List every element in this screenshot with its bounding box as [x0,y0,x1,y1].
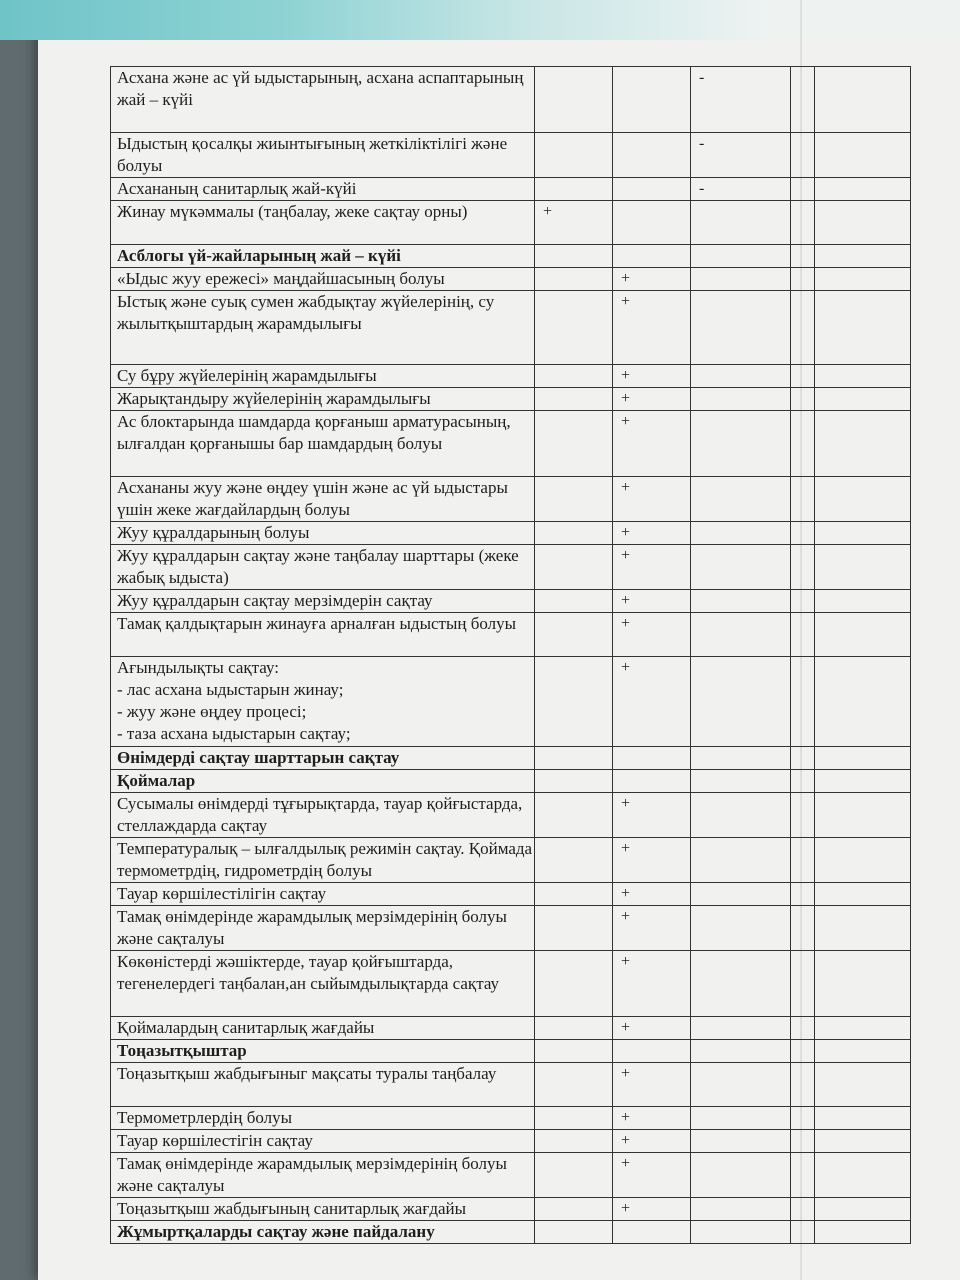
criterion-text: Ағындылықты сақтау: - лас асхана ыдыстарын жинау; - жуу және өңдеу процесі; - таза асхана ыдыстарын сақтау; [111,657,535,747]
table-row [111,522,911,545]
mark-cell [535,1198,613,1221]
mark-cell [815,365,911,388]
criterion-text: «Ыдыс жуу ережесі» маңдайшасының болуы [111,268,535,291]
table-row [111,388,911,411]
mark-cell [791,793,815,838]
mark-cell [691,590,791,613]
mark-cell [791,1221,815,1244]
criterion-text: Сусымалы өнімдерді тұғырықтарда, тауар қойғыстарда, стеллаждарда сақтау [111,793,535,838]
mark-cell [791,133,815,178]
mark-cell [791,245,815,268]
table-row [111,906,911,951]
mark-cell [613,201,691,245]
mark-cell [535,388,613,411]
criterion-text: Тоңазытқыш жабдығыныг мақсаты туралы таңбалау [111,1063,535,1107]
table-row [111,178,911,201]
criterion-text: Ыстық және суық сумен жабдықтау жүйелерінің, су жылытқыштардың жарамдылығы [111,291,535,365]
section-header-row [111,1040,911,1063]
mark-cell [791,388,815,411]
mark-cell: + [613,1063,691,1107]
mark-cell: + [613,657,691,747]
mark-cell: + [613,268,691,291]
mark-cell: + [613,951,691,1017]
mark-cell: + [613,1153,691,1198]
mark-cell [815,545,911,590]
mark-cell [815,291,911,365]
mark-cell [791,67,815,133]
section-title: Қоймалар [111,770,535,793]
mark-cell [791,1198,815,1221]
mark-cell [691,388,791,411]
criterion-text: Қоймалардың санитарлық жағдайы [111,1017,535,1040]
mark-cell [791,951,815,1017]
mark-cell [815,522,911,545]
mark-cell [815,1153,911,1198]
mark-cell [815,1221,911,1244]
mark-cell [691,1221,791,1244]
mark-cell [691,793,791,838]
mark-cell [791,522,815,545]
mark-cell [815,1017,911,1040]
mark-cell [535,1107,613,1130]
mark-cell: + [613,291,691,365]
criterion-text: Жинау мүкәммалы (таңбалау, жеке сақтау орны) [111,201,535,245]
section-title: Асблогы үй-жайларының жай – күйі [111,245,535,268]
mark-cell [815,388,911,411]
mark-cell [691,657,791,747]
mark-cell [613,747,691,770]
mark-cell [691,1040,791,1063]
criterion-text: Тоңазытқыш жабдығының санитарлық жағдайы [111,1198,535,1221]
mark-cell [791,178,815,201]
mark-cell [815,1130,911,1153]
mark-cell [613,770,691,793]
criterion-text: Тауар көршілестігін сақтау [111,1130,535,1153]
mark-cell [535,1063,613,1107]
mark-cell: + [613,883,691,906]
mark-cell [791,770,815,793]
criterion-text: Асхана және ас үй ыдыстарының, асхана аспаптарының жай – күйі [111,67,535,133]
mark-cell [691,747,791,770]
mark-cell [691,201,791,245]
mark-cell [815,590,911,613]
mark-cell: + [613,477,691,522]
mark-cell [815,906,911,951]
mark-cell [535,268,613,291]
mark-cell [691,1107,791,1130]
table-row [111,951,911,1017]
mark-cell [815,1107,911,1130]
mark-cell [791,291,815,365]
mark-cell [791,1153,815,1198]
mark-cell [691,477,791,522]
mark-cell [691,522,791,545]
mark-cell [613,1221,691,1244]
mark-cell [791,883,815,906]
mark-cell: + [613,522,691,545]
mark-cell: + [613,1198,691,1221]
mark-cell [613,1040,691,1063]
criterion-text: Тамақ қалдықтарын жинауға арналған ыдыстың болуы [111,613,535,657]
mark-cell: + [613,365,691,388]
mark-cell: + [613,906,691,951]
table-row [111,883,911,906]
mark-cell [535,613,613,657]
mark-cell [815,133,911,178]
mark-cell [791,657,815,747]
mark-cell [791,365,815,388]
section-title: Тоңазытқыштар [111,1040,535,1063]
table-row [111,365,911,388]
mark-cell: + [613,411,691,477]
mark-cell [691,245,791,268]
mark-cell [691,1198,791,1221]
mark-cell: + [613,613,691,657]
mark-cell [613,178,691,201]
mark-cell [691,906,791,951]
section-header-row [111,770,911,793]
mark-cell: + [535,201,613,245]
mark-cell [535,133,613,178]
section-header-row [111,1221,911,1244]
mark-cell [691,1130,791,1153]
mark-cell [815,747,911,770]
table-row [111,477,911,522]
mark-cell [691,1063,791,1107]
mark-cell [535,411,613,477]
mark-cell [535,590,613,613]
mark-cell [535,770,613,793]
table-row [111,1198,911,1221]
table-row [111,1130,911,1153]
mark-cell: + [613,1017,691,1040]
mark-cell [815,770,911,793]
mark-cell [691,1017,791,1040]
mark-cell [815,178,911,201]
mark-cell [535,522,613,545]
mark-cell: - [691,178,791,201]
criterion-text: Жуу құралдарын сақтау мерзімдерін сақтау [111,590,535,613]
table-row [111,291,911,365]
mark-cell [535,1130,613,1153]
criterion-text: Тауар көршілестілігін сақтау [111,883,535,906]
criterion-text: Асхананың санитарлық жай-күйі [111,178,535,201]
mark-cell [791,613,815,657]
mark-cell [791,747,815,770]
table-row [111,67,911,133]
table-row [111,1107,911,1130]
background-folder-strip [0,0,960,40]
mark-cell [535,1040,613,1063]
mark-cell [535,1221,613,1244]
section-header-row [111,747,911,770]
mark-cell [691,951,791,1017]
table-row [111,1063,911,1107]
mark-cell [815,657,911,747]
mark-cell: + [613,838,691,883]
mark-cell [815,838,911,883]
table-row [111,411,911,477]
mark-cell [791,906,815,951]
mark-cell: + [613,388,691,411]
mark-cell [791,477,815,522]
mark-cell [791,201,815,245]
section-title: Жұмыртқаларды сақтау және пайдалану [111,1221,535,1244]
mark-cell [815,793,911,838]
table-row [111,1153,911,1198]
mark-cell: + [613,1107,691,1130]
mark-cell [815,883,911,906]
mark-cell [815,477,911,522]
section-title: Өнімдерді сақтау шарттарын сақтау [111,747,535,770]
mark-cell [535,365,613,388]
mark-cell [815,411,911,477]
table-row [111,1017,911,1040]
mark-cell [815,1063,911,1107]
table-row [111,613,911,657]
criterion-text: Тамақ өнімдерінде жарамдылық мерзімдерінің болуы және сақталуы [111,906,535,951]
table-row [111,838,911,883]
mark-cell [535,883,613,906]
mark-cell [815,1040,911,1063]
mark-cell [613,67,691,133]
table-row [111,793,911,838]
mark-cell [535,657,613,747]
inspection-checklist-table [110,66,911,1244]
mark-cell [791,268,815,291]
mark-cell [791,838,815,883]
mark-cell [535,1017,613,1040]
table-row [111,268,911,291]
mark-cell [535,1153,613,1198]
mark-cell [535,793,613,838]
mark-cell [535,291,613,365]
mark-cell [535,838,613,883]
mark-cell [613,133,691,178]
mark-cell [791,1107,815,1130]
mark-cell [691,770,791,793]
table-row [111,657,911,747]
mark-cell: + [613,1130,691,1153]
mark-cell [535,747,613,770]
mark-cell [815,951,911,1017]
mark-cell [791,545,815,590]
criterion-text: Термометрлердің болуы [111,1107,535,1130]
mark-cell: + [613,545,691,590]
mark-cell [815,245,911,268]
criterion-text: Асхананы жуу және өңдеу үшін және ас үй ыдыстары үшін жеке жағдайлардың болуы [111,477,535,522]
mark-cell [691,613,791,657]
table-row [111,201,911,245]
mark-cell: - [691,67,791,133]
mark-cell [815,67,911,133]
table-row [111,545,911,590]
mark-cell [815,1198,911,1221]
mark-cell [791,411,815,477]
mark-cell [691,883,791,906]
criterion-text: Тамақ өнімдерінде жарамдылық мерзімдерінің болуы және сақталуы [111,1153,535,1198]
mark-cell: - [691,133,791,178]
criterion-text: Жуу құралдарының болуы [111,522,535,545]
mark-cell [691,411,791,477]
mark-cell [691,268,791,291]
mark-cell [691,545,791,590]
section-header-row [111,245,911,268]
criterion-text: Көкөністерді жәшіктерде, тауар қойғыштарда, тегенелердегі таңбалан,ан сыйымдылықтарда сақтау [111,951,535,1017]
mark-cell [535,951,613,1017]
mark-cell [815,268,911,291]
mark-cell [691,365,791,388]
criterion-text: Су бұру жүйелерінің жарамдылығы [111,365,535,388]
mark-cell [791,1017,815,1040]
mark-cell [613,245,691,268]
mark-cell [535,67,613,133]
mark-cell [691,291,791,365]
mark-cell [791,1063,815,1107]
mark-cell: + [613,793,691,838]
mark-cell [535,178,613,201]
table-row [111,133,911,178]
mark-cell [791,1130,815,1153]
mark-cell [815,201,911,245]
mark-cell [535,545,613,590]
mark-cell: + [613,590,691,613]
criterion-text: Температуралық – ылғалдылық режимін сақтау. Қоймада термометрдің, гидрометрдің болуы [111,838,535,883]
mark-cell [691,1153,791,1198]
criterion-text: Жарықтандыру жүйелерінің жарамдылығы [111,388,535,411]
criterion-text: Жуу құралдарын сақтау және таңбалау шарттары (жеке жабық ыдыста) [111,545,535,590]
table-row [111,590,911,613]
mark-cell [691,838,791,883]
criterion-text: Ыдыстың қосалқы жиынтығының жеткіліктілігі және болуы [111,133,535,178]
mark-cell [535,906,613,951]
mark-cell [791,590,815,613]
mark-cell [815,613,911,657]
mark-cell [791,1040,815,1063]
mark-cell [535,477,613,522]
criterion-text: Ас блоктарында шамдарда қорғаныш арматурасының, ылғалдан қорғанышы бар шамдардың болуы [111,411,535,477]
mark-cell [535,245,613,268]
